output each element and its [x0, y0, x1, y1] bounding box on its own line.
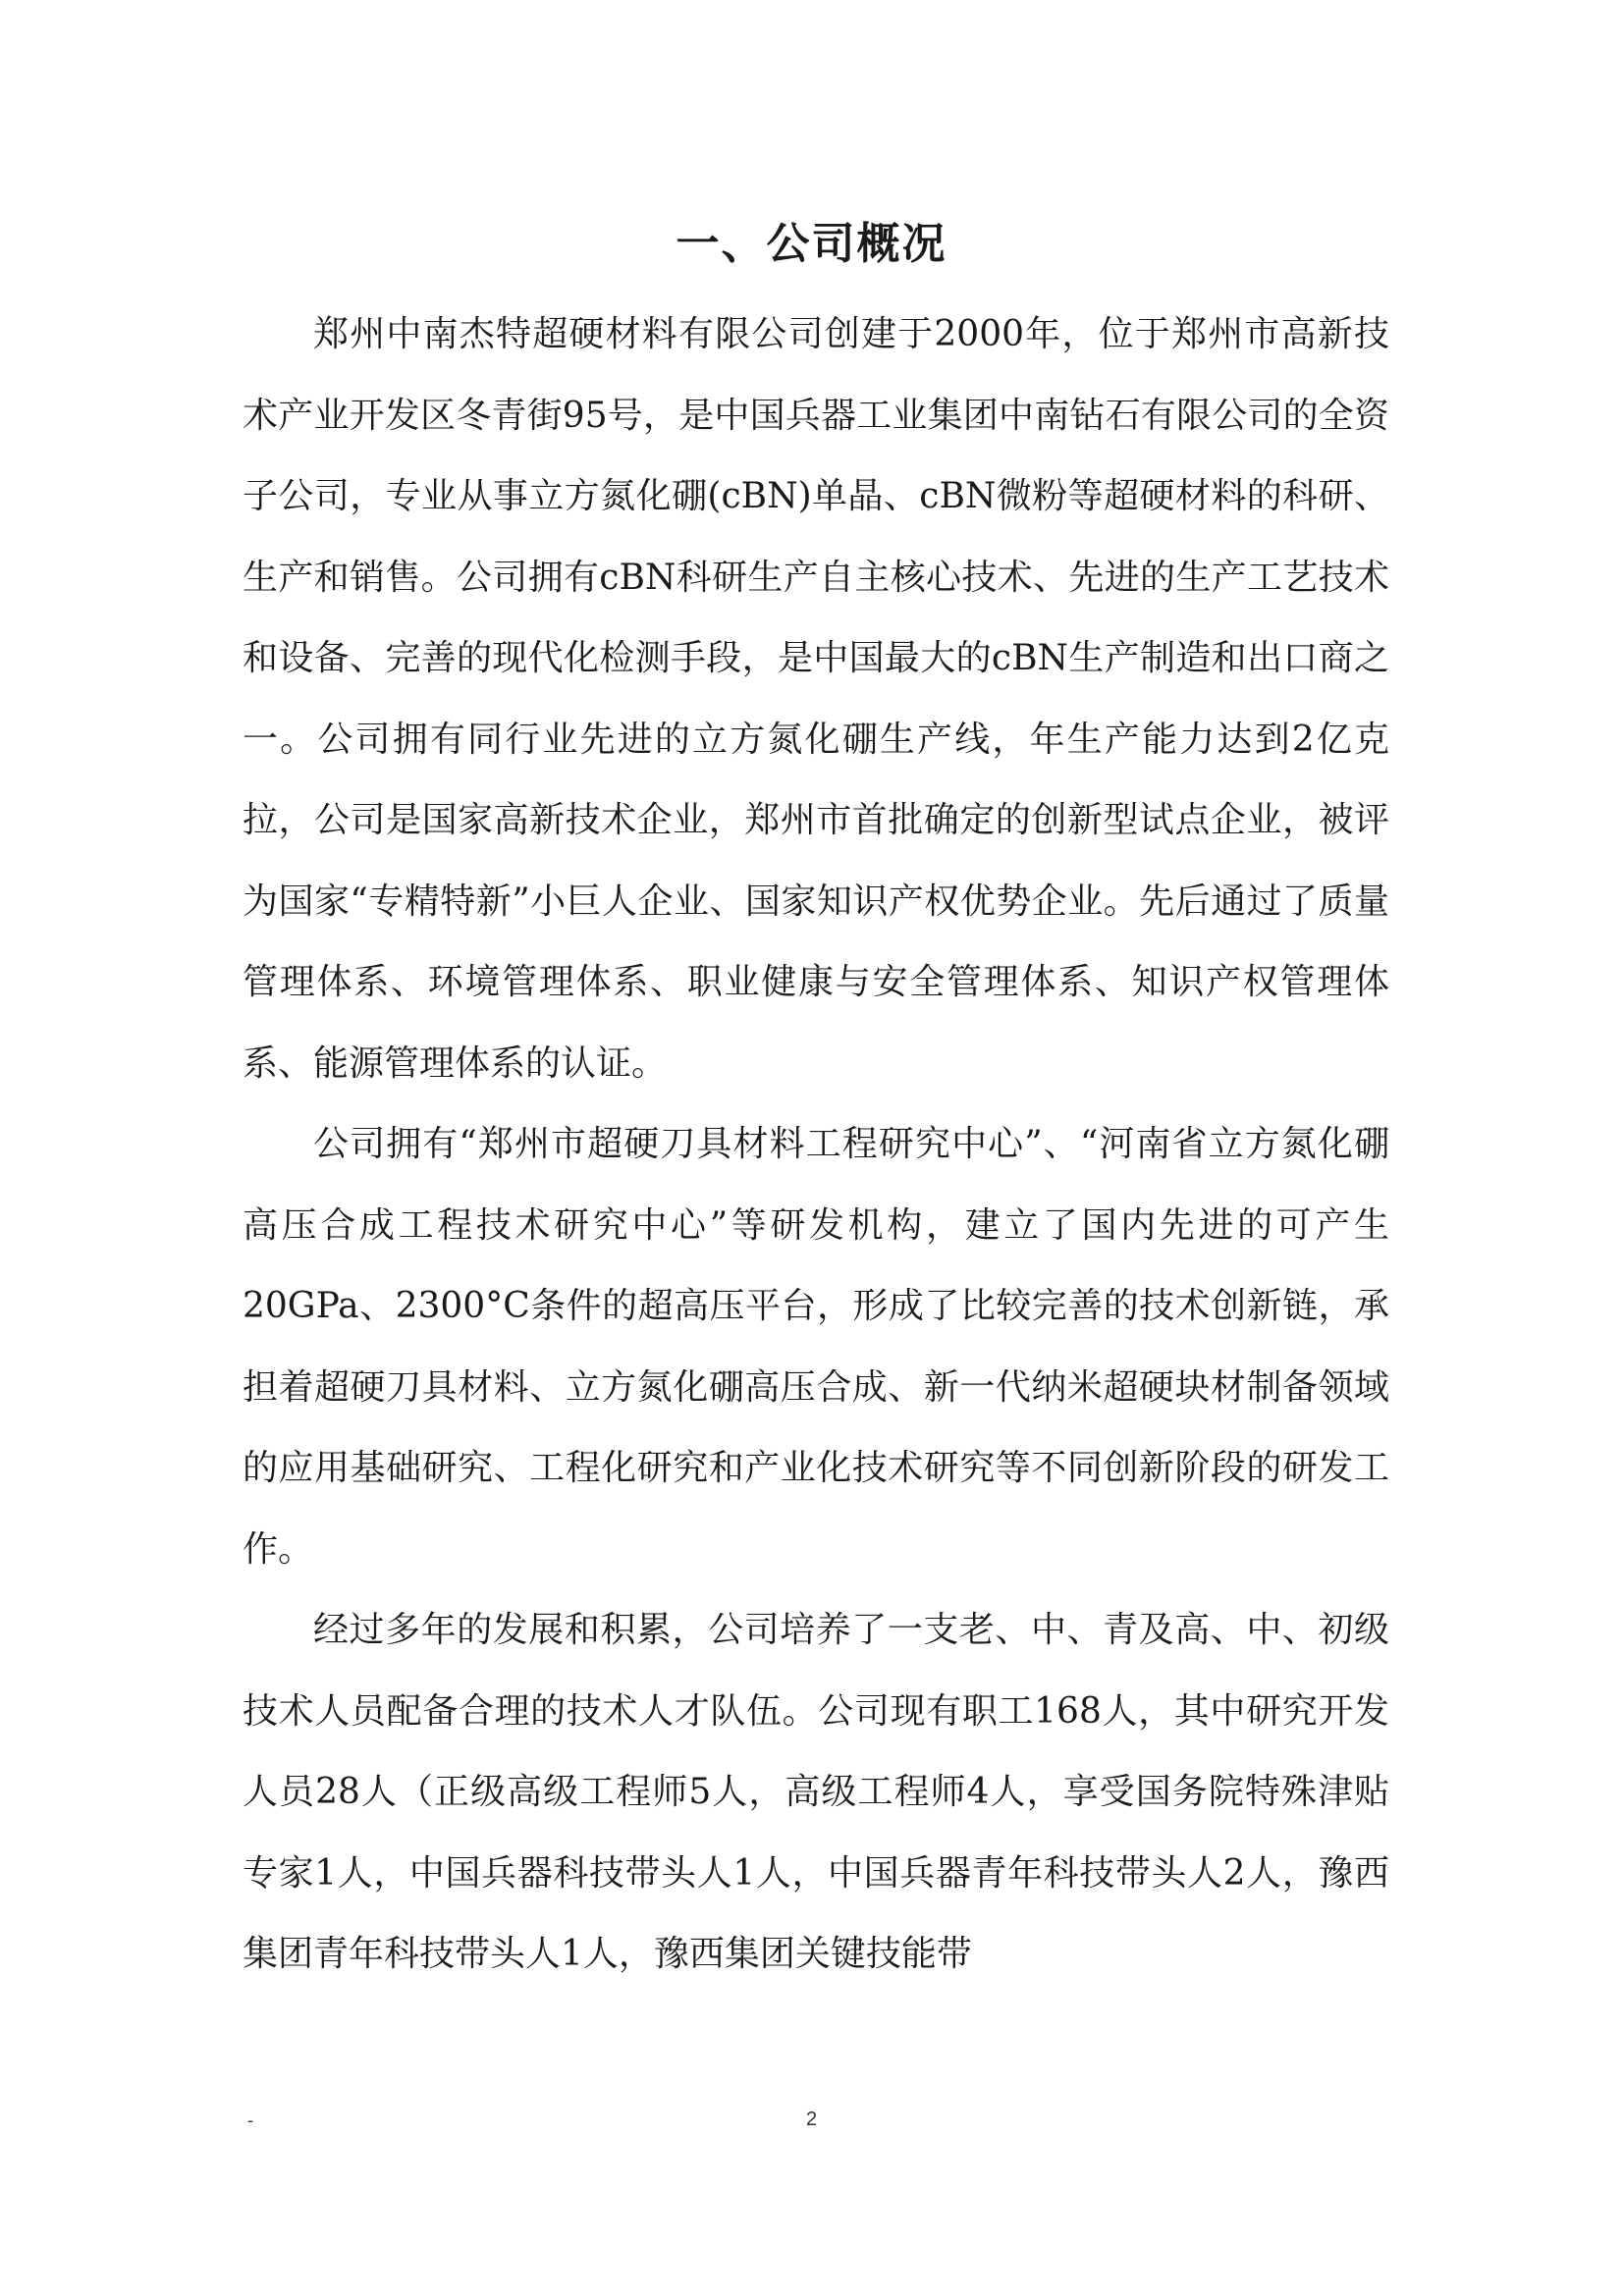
section-title: 一、公司概况: [676, 219, 947, 269]
paragraph-research-centers: 公司拥有“郑州市超硬刀具材料工程研究中心”、“河南省立方氮化硼高压合成工程技术研究中心”等研发机构，建立了国内先进的可产生20GPa、2300°C条件的超高压平台，形成了比较完善的技术创新链，承担着超硬刀具材料、立方氮化硼高压合成、新一代纳米超硬块材制备领域的应用基础研究、工程化研究和产业化技术研究等不同创新阶段的研发工作。: [243, 1124, 1389, 1570]
page-number: 2: [805, 2109, 818, 2130]
paragraph-staff: 经过多年的发展和积累，公司培养了一支老、中、青及高、中、初级技术人员配备合理的技术人才队伍。公司现有职工168人，其中研究开发人员28人（正级高级工程师5人，高级工程师4人，享受国务院特殊津贴专家1人，中国兵器科技带头人1人，中国兵器青年科技带头人2人，豫西集团青年科技带头人1人，豫西集团关键技能带: [243, 1610, 1389, 1974]
body-text: [243, 294, 1389, 1996]
footer-dash: -: [247, 2110, 253, 2130]
paragraph-company-intro: 郑州中南杰特超硬材料有限公司创建于2000年，位于郑州市高新技术产业开发区冬青街95号，是中国兵器工业集团中南钻石有限公司的全资子公司，专业从事立方氮化硼(cBN)单晶、cBN微粉等超硬材料的科研、生产和销售。公司拥有cBN科研生产自主核心技术、先进的生产工艺技术和设备、完善的现代化检测手段，是中国最大的cBN生产制造和出口商之一。公司拥有同行业先进的立方氮化硼生产线，年生产能力达到2亿克拉，公司是国家高新技术企业，郑州市首批确定的创新型试点企业，被评为国家“专精特新”小巨人企业、国家知识产权优势企业。先后通过了质量管理体系、环境管理体系、职业健康与安全管理体系、知识产权管理体系、能源管理体系的认证。: [243, 314, 1389, 1084]
